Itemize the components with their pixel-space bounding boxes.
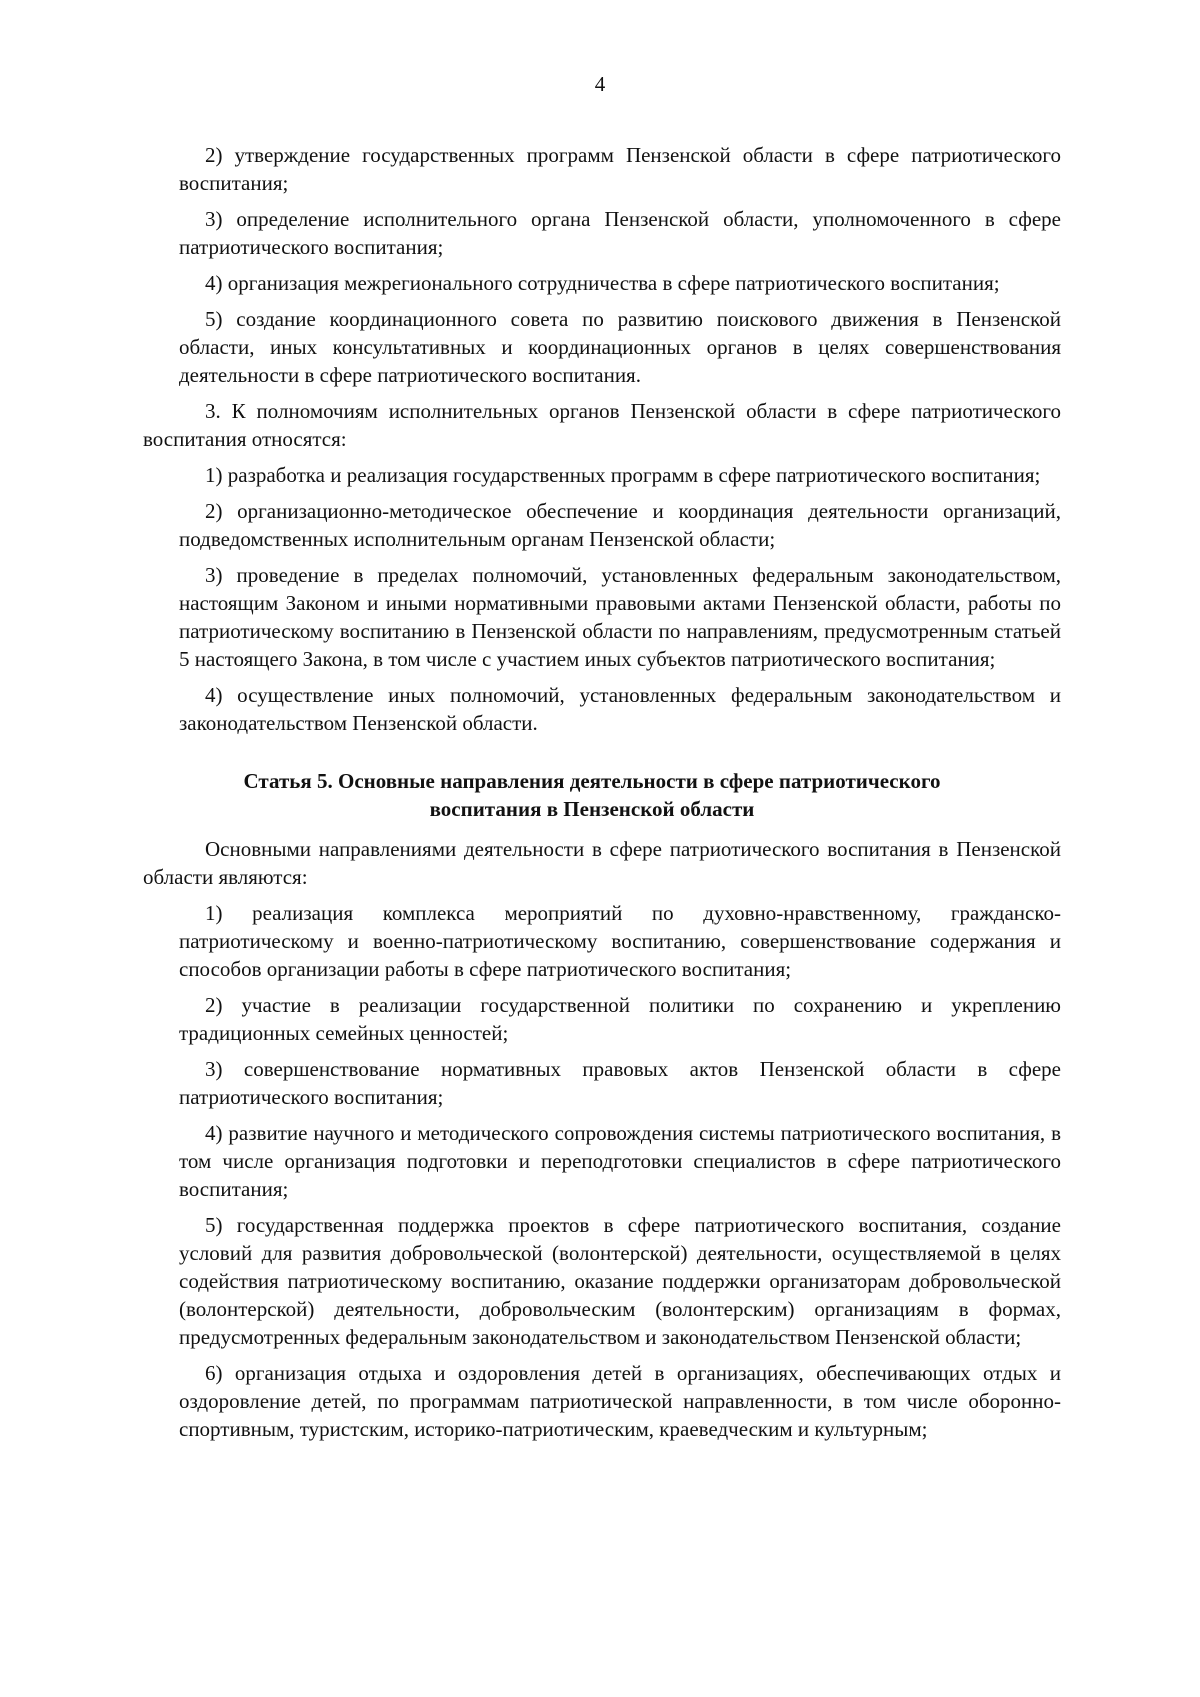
list-item: 1) реализация комплекса мероприятий по духовно-нравственному, гражданско-патриотическому и военно-патриотическому воспитанию, совершенствование содержания и способов организации работы в сфере патриотического воспитания; [179, 901, 1061, 981]
list-item: 3) определение исполнительного органа Пензенской области, уполномоченного в сфере патриотического воспитания; [179, 207, 1061, 259]
list-item: 5) создание координационного совета по развитию поискового движения в Пензенской области, иных консультативных и координационных органов в целях совершенствования деятельности в сфере патриотического воспитания. [179, 307, 1061, 387]
article-5-list [143, 899, 1061, 1443]
article-5-heading [143, 767, 1061, 823]
list-item: 2) организационно-методическое обеспечение и координация деятельности организаций, подведомственных исполнительным органам Пензенской области; [179, 499, 1061, 551]
list-item: 2) участие в реализации государственной политики по сохранению и укреплению традиционных семейных ценностей; [179, 993, 1061, 1045]
section4-list [143, 141, 1061, 389]
list-item: 4) осуществление иных полномочий, установленных федеральным законодательством и законодательством Пензенской области. [179, 683, 1061, 735]
list-item: 2) утверждение государственных программ Пензенской области в сфере патриотического воспитания; [179, 143, 1061, 195]
list-item: 3) совершенствование нормативных правовых актов Пензенской области в сфере патриотического воспитания; [179, 1057, 1061, 1109]
clause-3-intro: 3. К полномочиям исполнительных органов Пензенской области в сфере патриотического воспитания относятся: [143, 399, 1061, 451]
article-5-heading-line1: Статья 5. Основные направления деятельности в сфере патриотического [243, 769, 941, 793]
list-item: 4) развитие научного и методического сопровождения системы патриотического воспитания, в том числе организация подготовки и переподготовки специалистов в сфере патриотического воспитания; [179, 1121, 1061, 1201]
article-5-heading-line2: воспитания в Пензенской области [429, 797, 755, 821]
list-item: 4) организация межрегионального сотрудничества в сфере патриотического воспитания; [205, 271, 1000, 295]
list-item: 1) разработка и реализация государственных программ в сфере патриотического воспитания; [205, 463, 1041, 487]
document-body [143, 141, 1061, 1451]
page-number: 4 [594, 72, 606, 96]
list-item: 5) государственная поддержка проектов в сфере патриотического воспитания, создание условий для развития добровольческой (волонтерской) деятельности, осуществляемой в целях содействия патриотическому воспитанию, оказание поддержки организаторам добровольческой (волонтерской) деятельности, добровольческим (волонтерским) организациям в формах, предусмотренных федеральным законодательством и законодательством Пензенской области; [179, 1213, 1061, 1349]
list-item: 3) проведение в пределах полномочий, установленных федеральным законодательством, настоящим Законом и иными нормативными правовыми актами Пензенской области, работы по патриотическому воспитанию в Пензенской области по направлениям, предусмотренным статьей 5 настоящего Закона, в том числе с участием иных субъектов патриотического воспитания; [179, 563, 1061, 671]
article-5-intro: Основными направлениями деятельности в сфере патриотического воспитания в Пензенской области являются: [143, 837, 1061, 889]
list-item: 6) организация отдыха и оздоровления детей в организациях, обеспечивающих отдых и оздоровление детей, по программам патриотической направленности, в том числе оборонно-спортивным, туристским, историко-патриотическим, краеведческим и культурным; [179, 1361, 1061, 1441]
clause-3-list [143, 461, 1061, 737]
